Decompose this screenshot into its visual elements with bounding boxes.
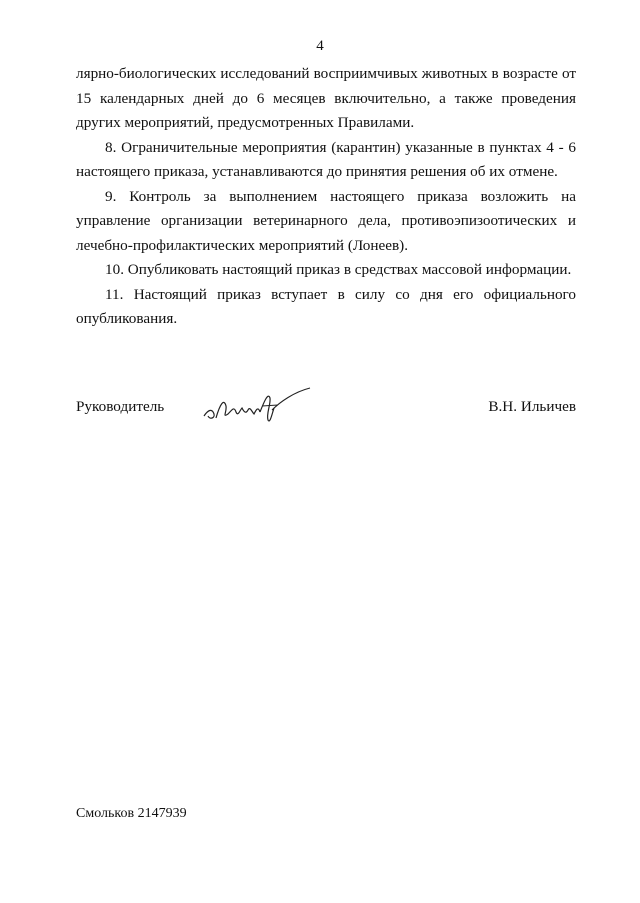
signatory-title: Руководитель [76,398,165,415]
paragraph-item-11: 11. Настоящий приказ вступает в силу со дня его официального опубликования. [76,285,576,327]
document-body [76,62,576,332]
paragraph-item-8: 8. Ограничительные мероприятия (карантин) указанные в пунктах 4 - 6 настоящего приказа, устанавливаются до принятия решения об их отмене. [76,138,576,180]
page-number: 4 [316,38,324,54]
paragraph-continuation: лярно-биологических исследований восприимчивых животных в возрасте от 15 календарных дней до 6 месяцев включительно, а также проведения других мероприятий, предусмотренных Правилами. [76,65,576,131]
executor-note: Смольков 2147939 [76,806,187,821]
paragraph-item-10: 10. Опубликовать настоящий приказ в средствах массовой информации. [105,261,572,278]
signatory-name: В.Н. Ильичев [488,398,576,415]
paragraph-item-9: 9. Контроль за выполнением настоящего приказа возложить на управление организации ветеринарного дела, противоэпизоотических и лечебно-профилактических мероприятий (Лонеев). [76,187,576,254]
handwritten-signature [198,384,318,428]
signature-block [76,392,576,422]
